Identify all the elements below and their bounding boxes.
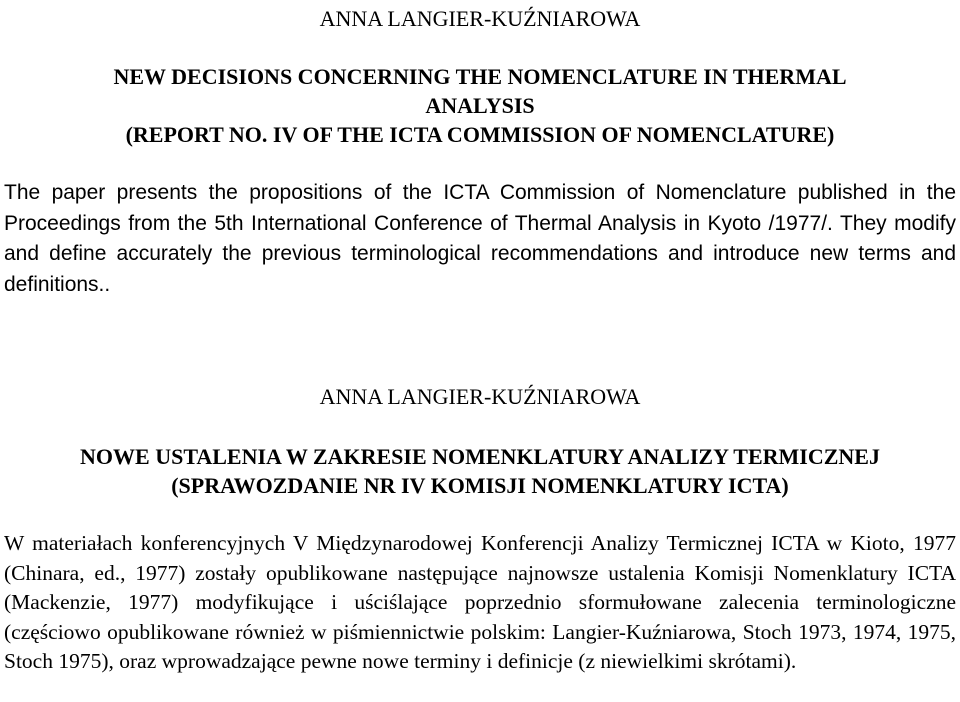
polish-title-line-2: (SPRAWOZDANIE NR IV KOMISJI NOMENKLATURY ICTA) — [171, 473, 789, 498]
english-title-line-3: (REPORT NO. IV OF THE ICTA COMMISSION OF NOMENCLATURE) — [125, 122, 835, 147]
english-author: ANNA LANGIER-KUŹNIAROWA — [319, 6, 641, 31]
english-title-line-2: ANALYSIS — [425, 93, 535, 118]
polish-abstract: W materiałach konferencyjnych V Międzynarodowej Konferencji Analizy Termicznej ICTA w Kioto, 1977 (Chinara, ed., 1977) zostały opublikowane następujące najnowsze ustalenia Komisji Nomenklatury ICTA (Mackenzie, 1977) modyfikujące i uściślające poprzednio sformułowane zalecenia terminologiczne (częściowo opublikowane również w piśmiennictwie polskim: Langier-Kuźniarowa, Stoch 1973, 1974, 1975, Stoch 1975), oraz wprowadzające pewne nowe terminy i definicje (z niewielkimi skrótami). — [4, 531, 956, 673]
polish-title-line-1: NOWE USTALENIA W ZAKRESIE NOMENKLATURY ANALIZY TERMICZNEJ — [80, 444, 880, 469]
english-abstract: The paper presents the propositions of the ICTA Commission of Nomenclature published in the Proceedings from the 5th International Conference of Thermal Analysis in Kyoto /1977/. They modify and define accurately the previous terminological recommendations and introduce new terms and definitions.. — [4, 181, 956, 296]
polish-author: ANNA LANGIER-KUŹNIAROWA — [319, 384, 641, 409]
english-title-line-1: NEW DECISIONS CONCERNING THE NOMENCLATURE IN THERMAL — [113, 64, 847, 89]
